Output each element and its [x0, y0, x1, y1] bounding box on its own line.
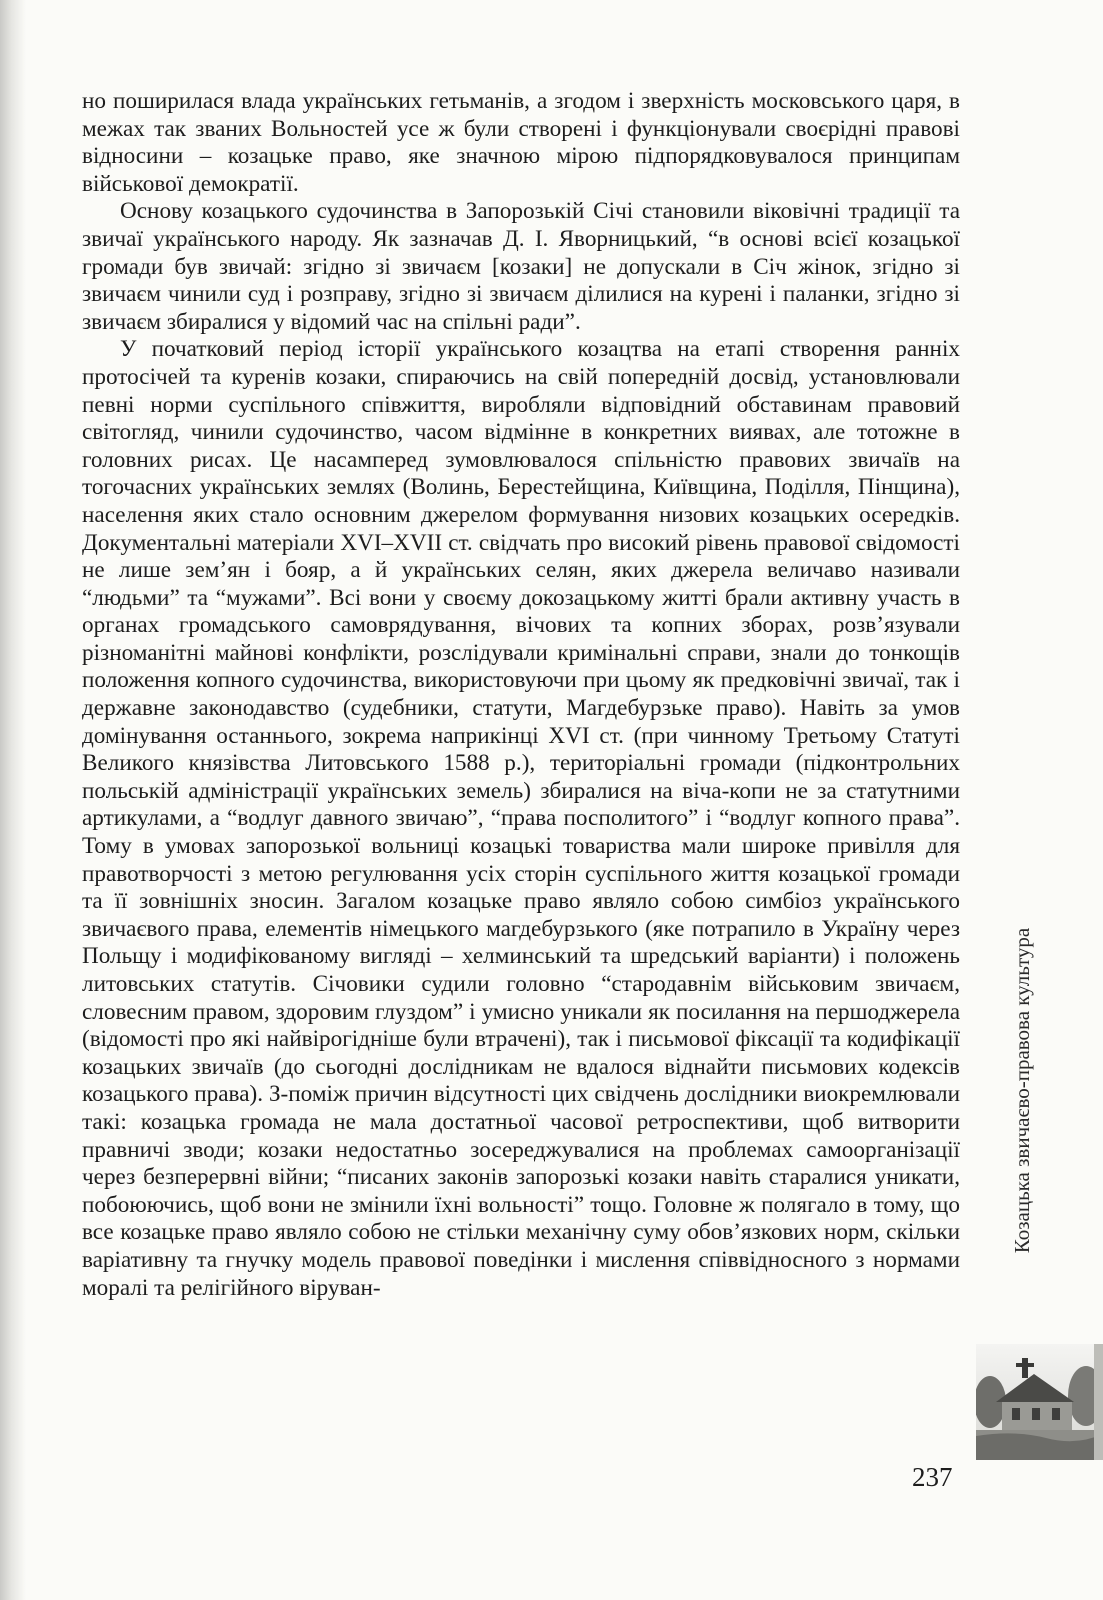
- page-number: 237: [912, 1462, 953, 1492]
- paragraph-2: Основу козацького судочинства в Запорозькій Січі становили віковічні традиції та звичаї українського народу. Як зазначав Д. І. Яворницький, “в основі всієї козацької громади був звичай: згідно зі звичаєм [козаки] не допускали в Січ жінок, згідно зі звичаєм чинили суд і розправу, згідно зі звичаєм ділилися на курені і паланки, згідно зі звичаєм збиралися у відомий час на спільні ради”.: [82, 198, 960, 335]
- church-landscape-icon: [976, 1344, 1103, 1460]
- paragraph-3: У початковий період історії українського козацтва на етапі створення ранніх протосічей та куренів козаки, спираючись на свій попередній досвід, установлювали певні норми суспільного співжиття, виробляли відповідний обставинам правовий світогляд, чинили судочинство, часом відмінне в конкретних виявах, але тотожне в головних рисах. Це насамперед зумовлювалося спільністю правових звичаїв на тогочасних українських землях (Волинь, Берестейщина, Київщина, Поділля, Пінщина), населення яких стало основним джерелом формування низових козацьких осередків. Документальні матеріали XVI–XVII ст. свідчать про високий рівень правової свідомості не лише зем’ян і бояр, а й українських селян, яких джерела величаво називали “людьми” та “мужами”. Всі вони у своєму докозацькому житті брали активну участь в органах громадського самоврядування, вічових та копних зборах, розв’язували різноманітні майнові конфлікти, розслідували кримінальні справи, знали до тонкощів положення копного судочинства, використовуючи при цьому як предковічні звичаї, так і державне законодавство (судебники, статути, Магдебурзьке право). Навіть за умов домінування останнього, зокрема наприкінці XVI ст. (при чинному Третьому Статуті Великого князівства Литовського 1588 р.), територіальні громади (підконтрольних польській адміністрації українських земель) збиралися на віча-копи не за статутними артикулами, а “водлуг давного звичаю”, “права посполитого” і “водлуг копного права”. Тому в умовах запорозької вольниці козацькі товариства мали широке привілля для правотворчості з метою регулювання усіх сторін суспільного життя козацької громади та її зовнішніх зносин. Загалом козацьке право являло собою симбіоз українського звичаєвого права, елементів німецького магдебурзького (яке потрапило в Україну через Польщу і модифікованому вигляді – хелминський та шредський варіанти) і положень литовських статутів. Січовики судили головно “стародавнім військовим звичаєм, словесним правом, здоровим глуздом” і умисно уникали як посилання на першоджерела (відомості про які найвірогідніше були втрачені), так і письмової фіксації та кодифікації козацьких звичаїв (до сьогодні дослідникам не вдалося віднайти письмових кодексів козацького права). З-поміж причин відсутності цих свідчень дослідники виокремлювали такі: козацька громада не мала достатньої часової ретроспективи, щоб витворити правничі зводи; козаки недостатньо зосереджувалися на проблемах самоорганізації через безперервні війни; “писаних законів запорозькі козаки навіть старалися уникати, побоюючись, щоб вони не змінили їхні вольності” тощо. Головне ж полягало в тому, що все козацьке право являло собою не стільки механічну суму обов’язкових норм, скільки варіативну та гнучку модель правової поведінки і мислення співвідносного з нормами моралі та релігійного віруван-: [82, 336, 960, 1301]
- side-title-text: Козацька звичаєво-правова культура: [1010, 927, 1035, 1253]
- paragraph-1: но поширилася влада українських гетьманів, а згодом і зверхність московського царя, в межах так званих Вольностей усе ж були створені і функціонували своєрідні правові відносини – козацьке право, яке значною мірою підпорядковувалося принципам військової демократії.: [82, 88, 960, 197]
- page-gutter-shadow: [0, 0, 26, 1600]
- running-side-title: [1003, 900, 1043, 1280]
- body-text: [82, 88, 960, 1302]
